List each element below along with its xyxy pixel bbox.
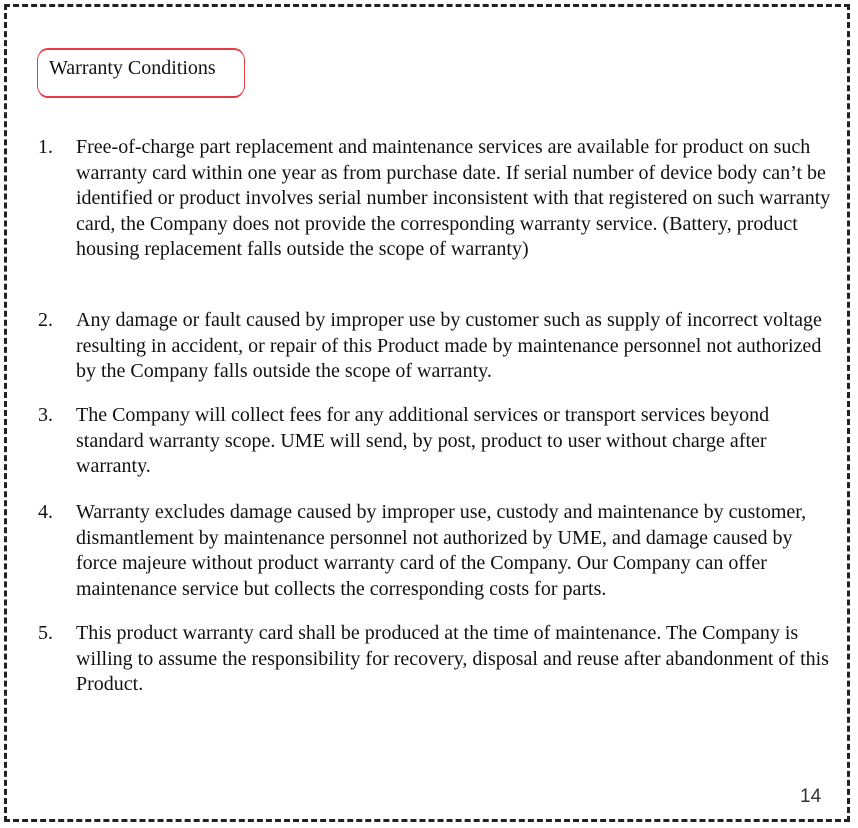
list-item-number: 2. <box>38 309 53 331</box>
list-item-text: Warranty excludes damage caused by improper use, custody and maintenance by customer, dismantlement by maintenance personnel not authorized by UME, and damage caused by force majeure without product warranty card of the Company. Our Company can offer maintenance service but collects the corresponding costs for parts. <box>76 501 807 600</box>
list-item-number: 3. <box>38 404 53 426</box>
list-item-number: 5. <box>38 622 53 644</box>
section-title: Warranty Conditions <box>49 57 216 79</box>
list-item-number: 1. <box>38 136 53 158</box>
list-item-text: Any damage or fault caused by improper use by customer such as supply of incorrect voltage resulting in accident, or repair of this Product made by maintenance personnel not authorized by the Company falls outside the scope of warranty. <box>76 309 822 383</box>
list-item-text: Free-of-charge part replacement and maintenance services are available for product on such warranty card within one year as from purchase date. If serial number of device body can’t be identified or product involves serial number inconsistent with that registered on such warranty card, the Company does not provide the corresponding warranty service. (Battery, product housing replacement falls outside the scope of warranty) <box>76 136 831 261</box>
page-number: 14 <box>800 786 822 807</box>
list-item-text: The Company will collect fees for any additional services or transport services beyond standard warranty scope. UME will send, by post, product to user without charge after warranty. <box>76 404 770 478</box>
list-item-number: 4. <box>38 501 53 523</box>
list-item-text: This product warranty card shall be produced at the time of maintenance. The Company is willing to assume the responsibility for recovery, disposal and reuse after abandonment of this Product. <box>76 622 829 696</box>
